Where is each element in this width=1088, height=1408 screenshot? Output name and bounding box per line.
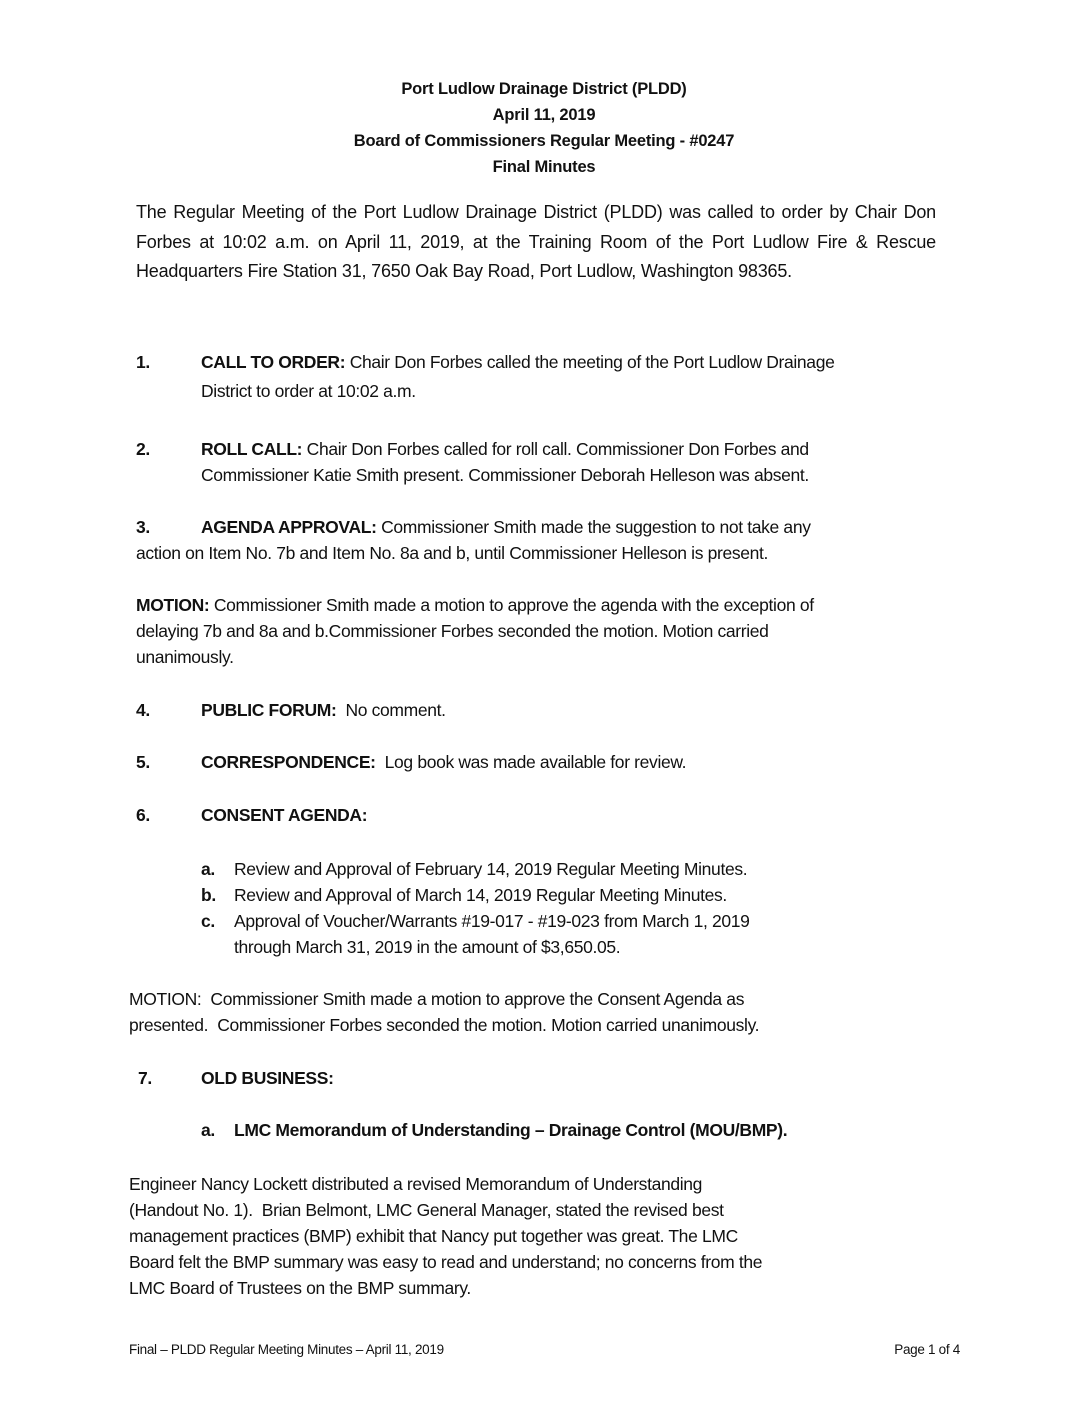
agenda-motion-line2: delaying 7b and 8a and b.Commissioner Forbes seconded the motion. Motion carried [136, 621, 769, 641]
call-to-order-heading: CALL TO ORDER: [201, 352, 346, 372]
item-number: 6. [136, 805, 150, 825]
agenda-approval-line1 [201, 517, 811, 538]
roll-call-heading: ROLL CALL: [201, 439, 303, 459]
subitem-letter: a. [201, 859, 215, 879]
meeting-name: Board of Commissioners Regular Meeting - #0247 [353, 132, 735, 150]
consent-item-c-cont: through March 31, 2019 in the amount of $3,650.05. [234, 937, 621, 957]
item-number: 2. [136, 439, 150, 459]
minutes-status: Final Minutes [492, 158, 596, 176]
consent-item-c: Approval of Voucher/Warrants #19-017 - #19-023 from March 1, 2019 [234, 911, 750, 931]
agenda-approval-text: Commissioner Smith made the suggestion to not take any [376, 517, 811, 537]
item-number: 1. [136, 352, 150, 372]
correspondence-heading: CORRESPONDENCE: [201, 752, 376, 772]
consent-item-b: Review and Approval of March 14, 2019 Regular Meeting Minutes. [234, 885, 727, 905]
public-forum-text: No comment. [336, 700, 446, 720]
consent-motion-line2: presented. Commissioner Forbes seconded the motion. Motion carried unanimously. [129, 1015, 760, 1035]
mou-paragraph-line: LMC Board of Trustees on the BMP summary. [129, 1278, 471, 1298]
old-business-heading: OLD BUSINESS: [201, 1068, 334, 1088]
mou-paragraph-line: (Handout No. 1). Brian Belmont, LMC General Manager, stated the revised best [129, 1200, 724, 1220]
roll-call-text: Chair Don Forbes called for roll call. Commissioner Don Forbes and [302, 439, 809, 459]
footer-title: Final – PLDD Regular Meeting Minutes – April 11, 2019 [129, 1342, 444, 1357]
motion-label: MOTION: [136, 595, 210, 615]
item-number: 4. [136, 700, 150, 720]
old-business-subitem-heading: LMC Memorandum of Understanding – Drainage Control (MOU/BMP). [234, 1120, 788, 1140]
public-forum-heading: PUBLIC FORUM: [201, 700, 337, 720]
agenda-motion-text: Commissioner Smith made a motion to approve the agenda with the exception of [209, 595, 814, 615]
item-number: 3. [136, 517, 150, 537]
call-to-order-text: Chair Don Forbes called the meeting of the Port Ludlow Drainage [345, 352, 835, 372]
page-number: Page 1 of 4 [894, 1342, 960, 1357]
item-number: 5. [136, 752, 150, 772]
subitem-letter: c. [201, 911, 215, 931]
intro-paragraph: The Regular Meeting of the Port Ludlow Drainage District (PLDD) was called to order by Chair Don Forbes at 10:02 a.m. on April 11, 2019, at the Training Room of the Port Ludlow Fire & Rescue Headquarters Fire Station 31, 7650 Oak Bay Road, Port Ludlow, Washington 98365. [136, 202, 936, 281]
meeting-date: April 11, 2019 [492, 106, 596, 124]
correspondence-text: Log book was made available for review. [375, 752, 687, 772]
mou-paragraph-line: management practices (BMP) exhibit that Nancy put together was great. The LMC [129, 1226, 738, 1246]
public-forum-line [201, 700, 446, 721]
document-title: Port Ludlow Drainage District (PLDD) [401, 80, 687, 98]
agenda-approval-heading: AGENDA APPROVAL: [201, 517, 377, 537]
agenda-approval-line2: action on Item No. 7b and Item No. 8a and b, until Commissioner Helleson is present. [136, 543, 769, 563]
call-to-order-line2: District to order at 10:02 a.m. [201, 381, 416, 401]
agenda-motion-line3: unanimously. [136, 647, 234, 667]
consent-motion-line1: MOTION: Commissioner Smith made a motion to approve the Consent Agenda as [129, 989, 745, 1009]
call-to-order-line1 [201, 352, 834, 373]
agenda-motion-line1 [136, 595, 814, 616]
consent-agenda-heading: CONSENT AGENDA: [201, 805, 368, 825]
roll-call-line1 [201, 439, 809, 460]
consent-item-a: Review and Approval of February 14, 2019 Regular Meeting Minutes. [234, 859, 748, 879]
roll-call-line2: Commissioner Katie Smith present. Commissioner Deborah Helleson was absent. [201, 465, 809, 485]
mou-paragraph-line: Board felt the BMP summary was easy to read and understand; no concerns from the [129, 1252, 763, 1272]
item-number: 7. [138, 1068, 152, 1088]
subitem-letter: a. [201, 1120, 215, 1140]
correspondence-line [201, 752, 686, 773]
subitem-letter: b. [201, 885, 216, 905]
mou-paragraph-line: Engineer Nancy Lockett distributed a revised Memorandum of Understanding [129, 1174, 703, 1194]
